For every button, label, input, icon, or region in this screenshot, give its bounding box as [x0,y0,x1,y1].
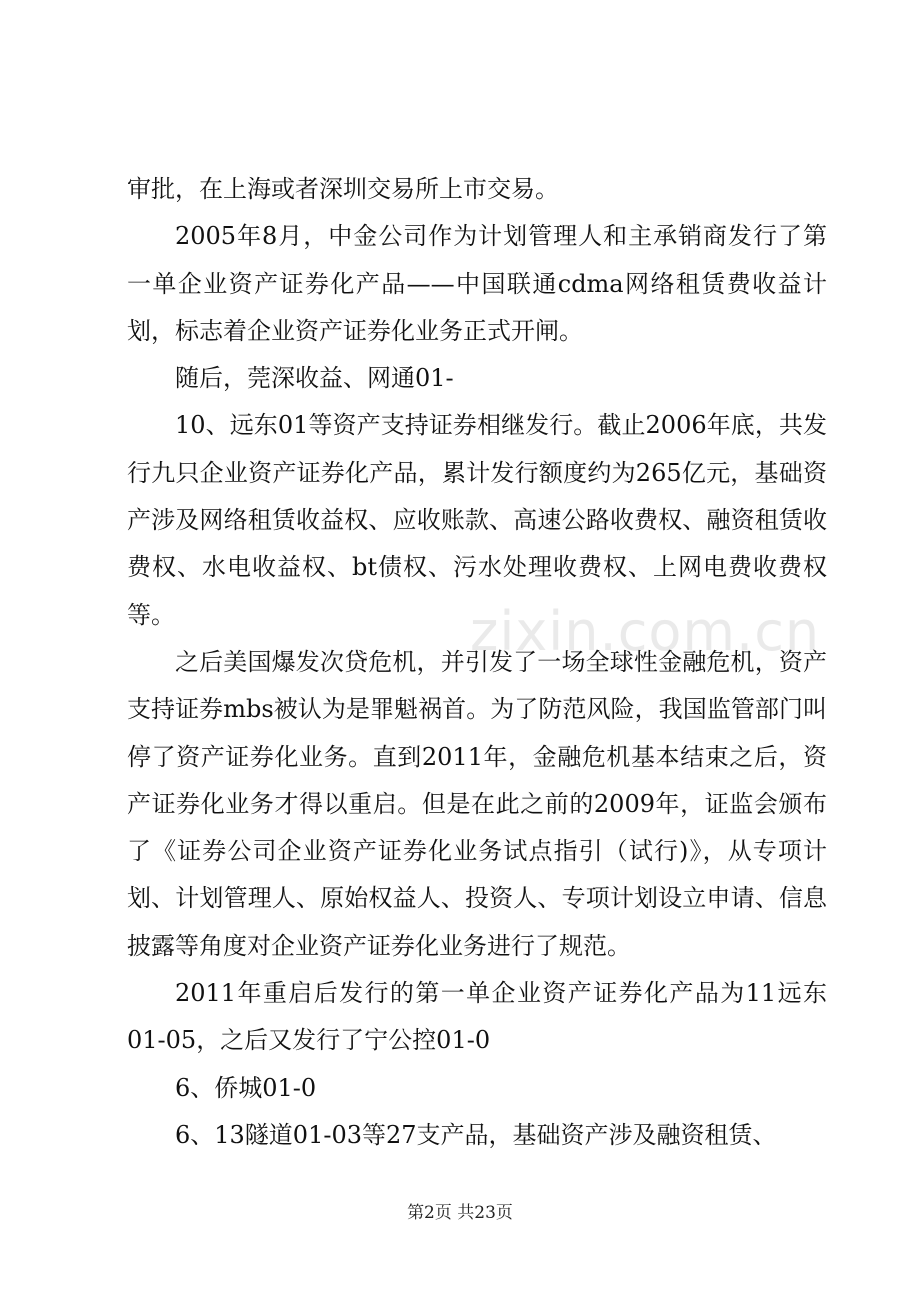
paragraph-5: 之后美国爆发次贷危机，并引发了一场全球性金融危机，资产支持证券mbs被认为是罪魁祸首。为了防范风险，我国监管部门叫停了资产证券化业务。直到2011年，金融危机基本结束之后，资产证券化业务才得以重启。但是在此之前的2009年，证监会颁布了《证券公司企业资产证券化业务试点指引（试行)》，从专项计划、计划管理人、原始权益人、投资人、专项计划设立申请、信息披露等角度对企业资产证券化业务进行了规范。 [127,647,827,960]
paragraph-2: 2005年8月，中金公司作为计划管理人和主承销商发行了第一单企业资产证券化产品——中国联通cdma网络租赁费收益计划，标志着企业资产证券化业务正式开闸。 [127,222,827,345]
paragraph-7: 6、侨城01-0 [175,1073,317,1102]
paragraph-3: 随后，莞深收益、网通01- [175,364,454,393]
paragraph-8: 6、13隧道01-03等27支产品，基础资产涉及融资租赁、 [175,1120,777,1149]
paragraph-1: 审批，在上海或者深圳交易所上市交易。 [127,175,559,203]
paragraph-4: 10、远东01等资产支持证券相继发行。截止2006年底，共发行九只企业资产证券化产品，累计发行额度约为265亿元，基础资产涉及网络租赁收益权、应收账款、高速公路收费权、融资租赁收费权、水电收益权、bt债权、污水处理收费权、上网电费收费权等。 [127,411,827,629]
paragraph-6: 2011年重启后发行的第一单企业资产证券化产品为11远东01-05，之后又发行了宁公控01-0 [127,979,827,1055]
watermark: zixin.com.cn [470,600,821,663]
page-footer: 第2页 共23页 [407,1203,513,1223]
